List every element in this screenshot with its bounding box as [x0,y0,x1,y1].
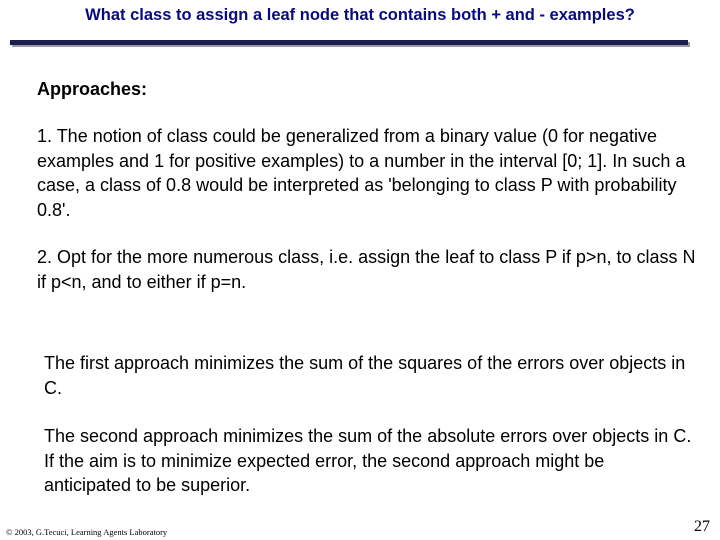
page-number: 27 [694,518,710,535]
footer-copyright: © 2003, G.Tecuci, Learning Agents Laboratory [6,527,168,537]
slide-title: What class to assign a leaf node that contains both + and - examples? [85,6,635,24]
approach-1-paragraph: 1. The notion of class could be generalized from a binary value (0 for negative examples and 1 for positive examples) to a number in the interval [0; 1]. In such a case, a class of 0.8 would be interpreted as 'belonging to class P with probability 0.8'. [37,126,686,220]
approach-2-paragraph: 2. Opt for the more numerous class, i.e. assign the leaf to class P if p>n, to class N if p<n, and to either if p=n. [37,247,696,292]
approaches-heading: Approaches: [37,79,148,99]
second-approach-note: The second approach minimizes the sum of the absolute errors over objects in C. If the aim is to minimize expected error, the second approach might be anticipated to be superior. [44,426,692,495]
title-divider [10,40,688,45]
first-approach-note: The first approach minimizes the sum of the squares of the errors over objects in C. [44,353,686,398]
